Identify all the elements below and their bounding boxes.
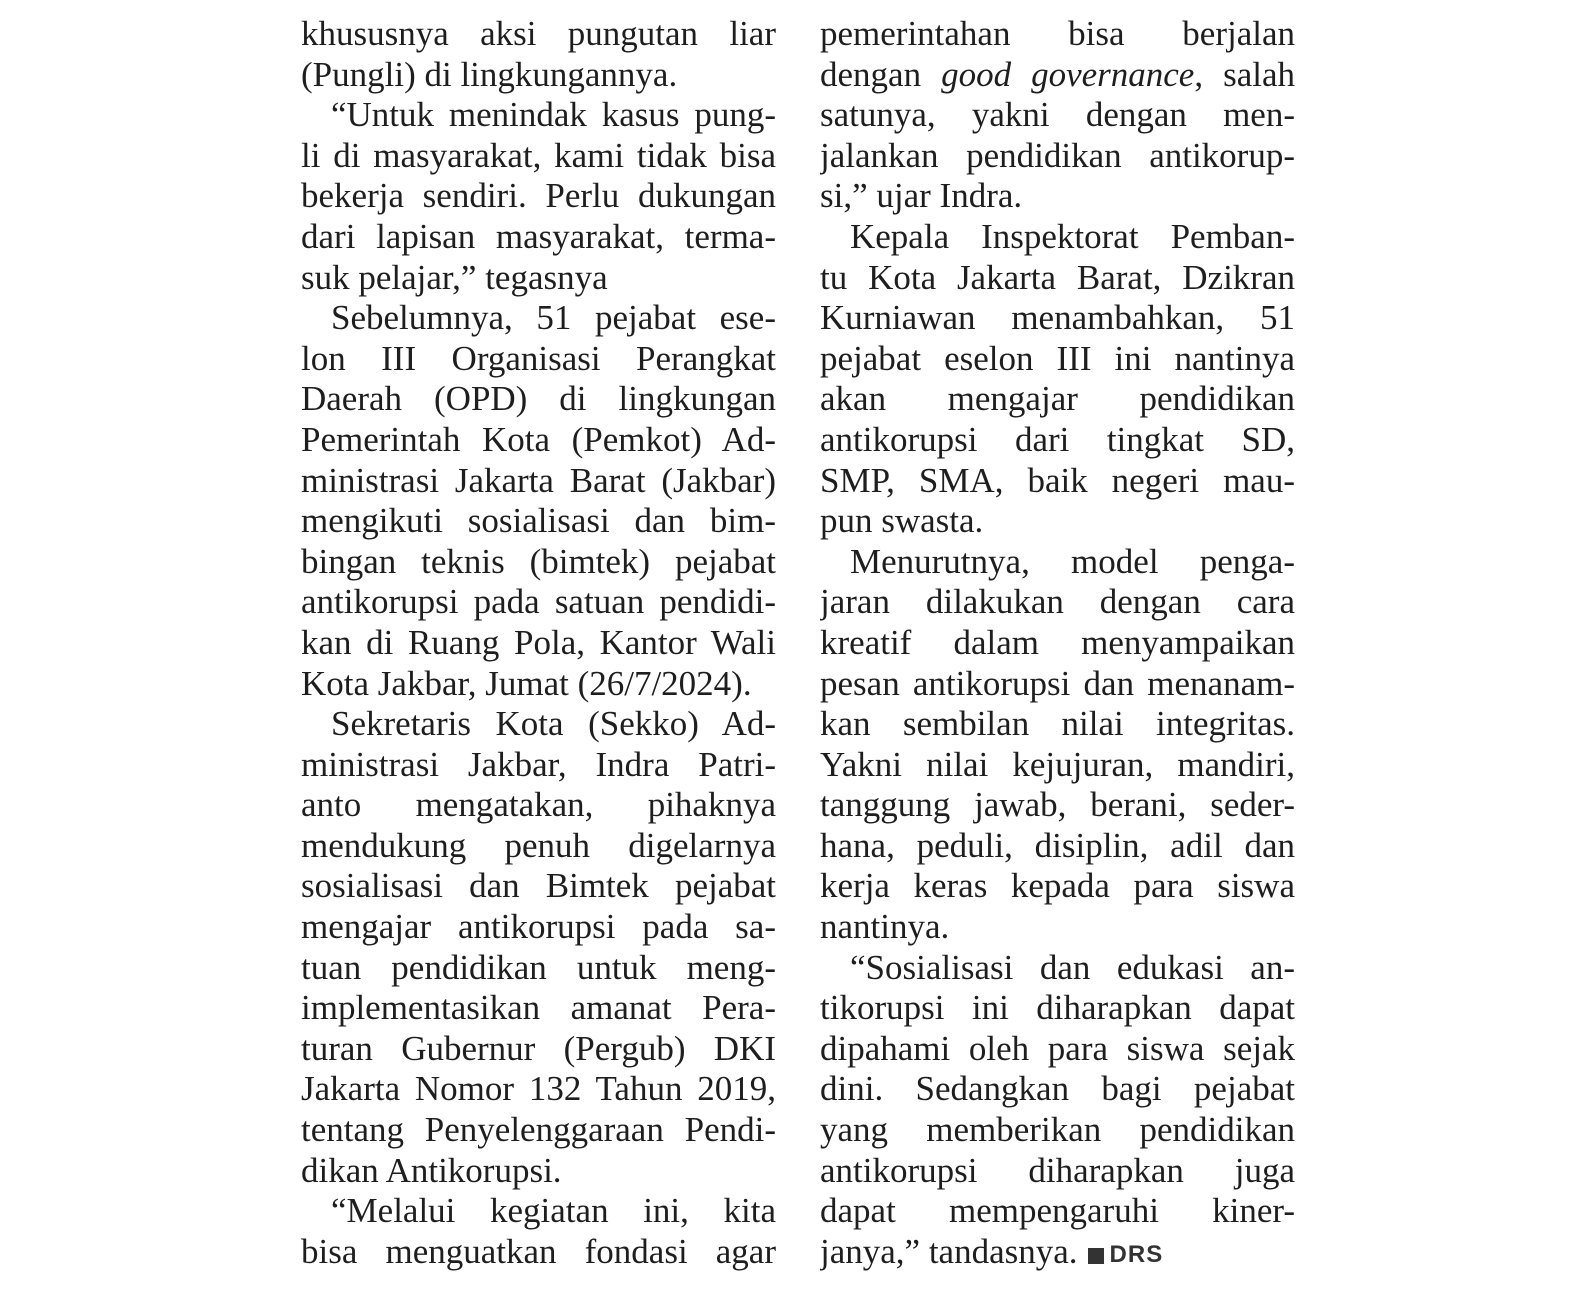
article-text-line: li di masyarakat, kami tidak bisa: [301, 135, 776, 175]
article-text-line: ministrasi Jakbar, Indra Patri-: [301, 744, 776, 784]
article-text-line: pesan antikorupsi dan menanam-: [820, 663, 1295, 703]
article-text-line: Yakni nilai kejujuran, mandiri,: [820, 744, 1295, 784]
article-text-line: Pemerintah Kota (Pemkot) Ad-: [301, 419, 776, 459]
article-text-line: “Sosialisasi dan edukasi an-: [850, 947, 1295, 987]
article-text-line: “Untuk menindak kasus pung-: [331, 95, 776, 135]
article-text-line: antikorupsi diharapkan juga: [820, 1150, 1295, 1190]
article-text-line: “Melalui kegiatan ini, kita: [331, 1191, 776, 1231]
article-text-line: turan Gubernur (Pergub) DKI: [301, 1028, 776, 1068]
article-text-line: yang memberikan pendidikan: [820, 1110, 1295, 1150]
article-text-line: janya,” tandasnya. DRS: [820, 1232, 1295, 1273]
article-text-line: pemerintahan bisa berjalan: [820, 14, 1295, 53]
article-text-line: mengajar antikorupsi pada sa-: [301, 907, 776, 947]
article-text-line: tanggung jawab, berani, seder-: [820, 785, 1295, 825]
article-text-line: dikan Antikorupsi.: [301, 1150, 562, 1190]
article-text-line: SMP, SMA, baik negeri mau-: [820, 460, 1295, 500]
article-text-line: jalankan pendidikan antikorup-: [820, 135, 1295, 175]
square-bullet-icon: [1088, 1248, 1104, 1264]
article-text-line: sosialisasi dan Bimtek pejabat: [301, 866, 776, 906]
article-text-line: akan mengajar pendidikan: [820, 379, 1295, 419]
article-text-line: Kurniawan menambahkan, 51: [820, 298, 1295, 338]
article-text-line: kan di Ruang Pola, Kantor Wali: [301, 622, 776, 662]
article-text-line: dari lapisan masyarakat, terma-: [301, 216, 776, 256]
article-text-line: Kota Jakbar, Jumat (26/7/2024).: [301, 663, 752, 703]
article-text-line: (Pungli) di lingkungannya.: [301, 54, 678, 94]
article-text-line: mendukung penuh digelarnya: [301, 825, 776, 865]
article-text-line: Kepala Inspektorat Pemban-: [850, 216, 1295, 256]
article-column-right: [820, 14, 1295, 1272]
article-text-line: kerja keras kepada para siswa: [820, 866, 1295, 906]
article-text-line: mengikuti sosialisasi dan bim-: [301, 501, 776, 541]
article-text-line: nantinya.: [820, 907, 950, 947]
article-text-line: Daerah (OPD) di lingkungan: [301, 379, 776, 419]
article-text-line: tu Kota Jakarta Barat, Dzikran: [820, 257, 1295, 297]
article-column-left: [301, 14, 776, 1272]
article-text-line: jaran dilakukan dengan cara: [820, 582, 1295, 622]
article-text-line: antikorupsi dari tingkat SD,: [820, 419, 1295, 459]
article-text-line: dapat mempengaruhi kiner-: [820, 1191, 1295, 1231]
article-text-line: Jakarta Nomor 132 Tahun 2019,: [301, 1069, 776, 1109]
article-text-line: antikorupsi pada satuan pendidi-: [301, 582, 776, 622]
article-text-line: satunya, yakni dengan men-: [820, 95, 1295, 135]
article-text-line: suk pelajar,” tegasnya: [301, 257, 608, 297]
article-text-line: hana, peduli, disiplin, adil dan: [820, 825, 1295, 865]
article-text-line: kan sembilan nilai integritas.: [820, 704, 1295, 744]
article-text-line: ministrasi Jakarta Barat (Jakbar): [301, 460, 776, 500]
article-text-line: bisa menguatkan fondasi agar: [301, 1231, 776, 1271]
article-text-line: pejabat eselon III ini nantinya: [820, 338, 1295, 378]
article-text-line: tentang Penyelenggaraan Pendi-: [301, 1110, 776, 1150]
article-text-line: Sekretaris Kota (Sekko) Ad-: [331, 704, 776, 744]
article-text-line: khususnya aksi pungutan liar: [301, 14, 776, 53]
article-text-line: lon III Organisasi Perangkat: [301, 338, 776, 378]
article-text-line: dengan good governance, salah: [820, 54, 1295, 94]
italic-term: good governance: [941, 54, 1195, 94]
article-text-line: tuan pendidikan untuk meng-: [301, 947, 776, 987]
author-byline: [1088, 1235, 1164, 1273]
article-text-line: si,” ujar Indra.: [820, 176, 1023, 216]
byline-initials: DRS: [1109, 1240, 1164, 1268]
article-text-line: dipahami oleh para siswa sejak: [820, 1028, 1295, 1068]
article-text-line: anto mengatakan, pihaknya: [301, 785, 776, 825]
article-text-line: kreatif dalam menyampaikan: [820, 622, 1295, 662]
article-text-line: Menurutnya, model penga-: [850, 541, 1295, 581]
article-text-line: tikorupsi ini diharapkan dapat: [820, 988, 1295, 1028]
article-text-line: Sebelumnya, 51 pejabat ese-: [331, 298, 776, 338]
article-text-line: dini. Sedangkan bagi pejabat: [820, 1069, 1295, 1109]
article-text-line: bekerja sendiri. Perlu dukungan: [301, 176, 776, 216]
article-text-line: pun swasta.: [820, 501, 984, 541]
article-text-line: implementasikan amanat Pera-: [301, 988, 776, 1028]
article-text-line: bingan teknis (bimtek) pejabat: [301, 541, 776, 581]
